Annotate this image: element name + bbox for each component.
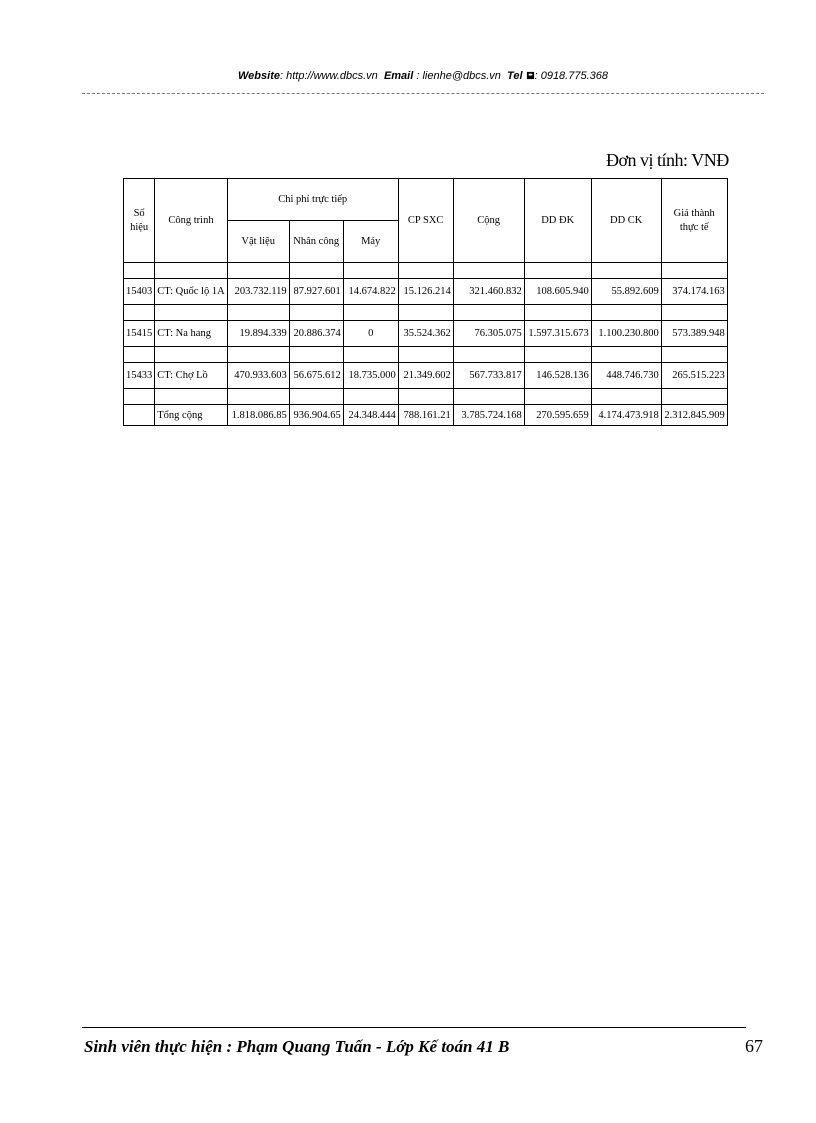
cell-cp-sxc: 21.349.602 [398,363,453,389]
cell-may: 18.735.000 [343,363,398,389]
cell-may: 0 [343,321,398,347]
cell-gia-thanh: 265.515.223 [661,363,727,389]
table-spacer-row [124,263,728,279]
cell-gia-thanh: 573.389.948 [661,321,727,347]
cell-dd-ck: 55.892.609 [591,279,661,305]
cell-so-hieu: 15403 [124,279,155,305]
footer-author: Sinh viên thực hiện : Phạm Quang Tuấn - Lớp Kế toán 41 B [84,1037,510,1056]
cell-cp-sxc: 788.161.21 [398,405,453,426]
cell-dd-dk: 1.597.315.673 [524,321,591,347]
header-cong: Cộng [453,179,524,263]
cell-vat-lieu: 1.818.086.85 [227,405,289,426]
cell-gia-thanh: 374.174.163 [661,279,727,305]
header-dd-ck: DD CK [591,179,661,263]
cell-dd-ck: 448.746.730 [591,363,661,389]
cell-so-hieu [124,405,155,426]
header-vat-lieu: Vật liệu [227,221,289,263]
cost-table [123,178,728,426]
cell-vat-lieu: 470.933.603 [227,363,289,389]
cell-nhan-cong: 20.886.374 [289,321,343,347]
email-value: : lienhe@dbcs.vn [416,70,501,82]
cell-may: 14.674.822 [343,279,398,305]
table-total-row [124,405,728,426]
table-row [124,363,728,389]
cell-nhan-cong: 56.675.612 [289,363,343,389]
table-row [124,279,728,305]
table-spacer-row [124,389,728,405]
website-value: : http://www.dbcs.vn [279,70,378,82]
page-number: 67 [745,1036,763,1056]
header-divider [82,93,764,94]
email-label: Email [383,70,414,82]
tel-value: : 0918.775.368 [534,70,608,82]
phone-icon [526,71,535,80]
cell-dd-ck: 1.100.230.800 [591,321,661,347]
cell-cp-sxc: 15.126.214 [398,279,453,305]
header-nhan-cong: Nhân công [289,221,343,263]
cell-gia-thanh: 2.312.845.909 [661,405,727,426]
footer-divider [82,1027,746,1028]
cell-vat-lieu: 19.894.339 [227,321,289,347]
header-dd-dk: DD ĐK [524,179,591,263]
cell-vat-lieu: 203.732.119 [227,279,289,305]
header-may: Máy [343,221,398,263]
tel-label: Tel [507,70,523,82]
header-cong-trinh: Công trình [155,179,227,263]
cell-cong-trinh: CT: Chợ Lồ [155,363,227,389]
table-spacer-row [124,347,728,363]
cell-dd-dk: 146.528.136 [524,363,591,389]
cell-dd-dk: 270.595.659 [524,405,591,426]
cell-cong: 76.305.075 [453,321,524,347]
header-chi-phi-truc-tiep: Chi phí trực tiếp [227,179,398,221]
header-so-hieu: Số hiệu [124,179,155,263]
cell-may: 24.348.444 [343,405,398,426]
cell-dd-dk: 108.605.940 [524,279,591,305]
header-cp-sxc: CP SXC [398,179,453,263]
cell-so-hieu: 15415 [124,321,155,347]
cell-so-hieu: 15433 [124,363,155,389]
cell-cong: 321.460.832 [453,279,524,305]
cell-nhan-cong: 936.904.65 [289,405,343,426]
cell-cong-trinh: CT: Quốc lộ 1A [155,279,227,305]
website-label: Website [238,70,280,82]
cell-cong: 567.733.817 [453,363,524,389]
header-gia-thanh: Giá thành thực tế [661,179,727,263]
table-spacer-row [124,305,728,321]
cell-cp-sxc: 35.524.362 [398,321,453,347]
page-header [82,70,764,82]
cell-cong: 3.785.724.168 [453,405,524,426]
unit-label: Đơn vị tính: VNĐ [606,150,729,170]
cell-nhan-cong: 87.927.601 [289,279,343,305]
cell-dd-ck: 4.174.473.918 [591,405,661,426]
table-row [124,321,728,347]
cell-cong-trinh: Tổng cộng [155,405,227,426]
cell-cong-trinh: CT: Na hang [155,321,227,347]
